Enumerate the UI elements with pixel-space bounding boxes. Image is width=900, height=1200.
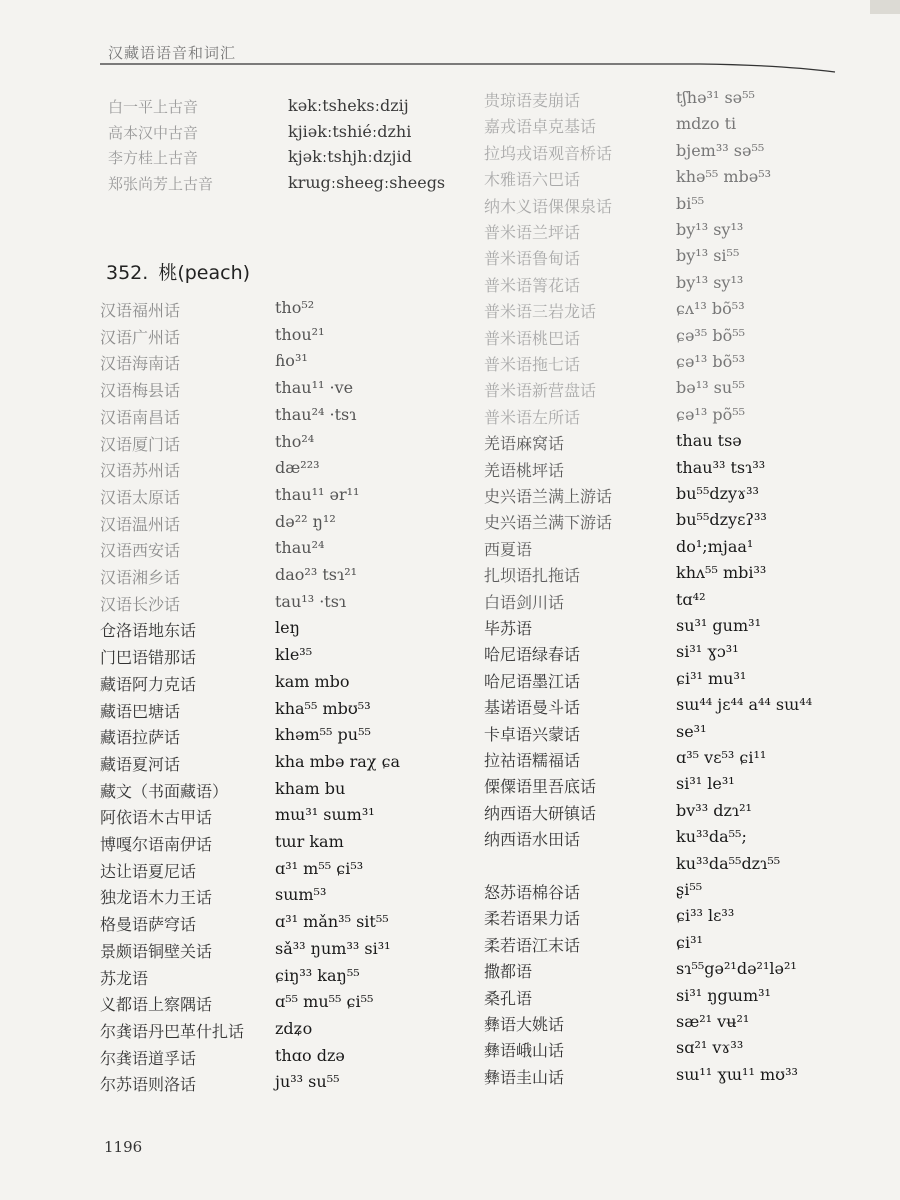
word-form: sɯ¹¹ ɣɯ¹¹ mʊ³³ — [676, 1064, 798, 1084]
word-form: dæ²²³ — [275, 458, 320, 478]
word-form: thau tsə — [676, 431, 742, 451]
word-form: do¹;mjaa¹ — [676, 536, 754, 556]
language-name: 达让语夏尼话 — [100, 861, 197, 881]
word-form: bu⁵⁵dzyɛʔ³³ — [676, 510, 767, 530]
word-form: tɯr kam — [275, 832, 344, 851]
language-name: 尔龚语丹巴革什扎话 — [100, 1021, 245, 1041]
word-form: ɦo³¹ — [275, 351, 308, 371]
word-form: su³¹ gum³¹ — [676, 616, 761, 635]
word-form: tho²⁴ — [275, 431, 315, 451]
word-form: zdʑo — [275, 1018, 313, 1038]
word-form: bu⁵⁵dzyɤ³³ — [676, 484, 759, 503]
language-name: 纳木义语倮倮泉话 — [484, 196, 613, 216]
section-number: 352. — [106, 262, 149, 284]
language-name: 独龙语木力王话 — [100, 888, 213, 908]
language-name: 纳西语大研镇话 — [484, 803, 597, 823]
word-form: tɑ⁴² — [676, 589, 706, 609]
running-header: 汉藏语语音和词汇 — [108, 44, 237, 62]
word-form: ʂi⁵⁵ — [676, 880, 703, 899]
language-name: 博嘎尔语南伊话 — [100, 835, 213, 854]
word-form: ɕʌ¹³ bõ⁵³ — [676, 299, 745, 319]
word-form: mɯ³¹ sɯm³¹ — [275, 805, 375, 825]
language-name: 普米语箐花话 — [484, 275, 581, 295]
language-name: 汉语广州话 — [100, 327, 181, 347]
word-form: si³¹ ɣɔ³¹ — [676, 642, 739, 662]
language-name: 汉语南昌话 — [100, 407, 181, 427]
word-form: si³¹ le³¹ — [676, 774, 735, 794]
word-form: kle³⁵ — [275, 645, 313, 665]
word-form: ɕi³¹ mu³¹ — [676, 668, 747, 688]
language-name: 柔若语果力话 — [484, 909, 581, 929]
page-number: 1196 — [104, 1138, 143, 1156]
language-name: 卡卓语兴蒙话 — [484, 724, 581, 744]
language-name: 普米语桃巴话 — [484, 328, 581, 348]
word-form: thou²¹ — [275, 324, 325, 344]
word-form: ɑ⁵⁵ mu⁵⁵ ɕi⁵⁵ — [275, 992, 374, 1012]
word-form: ɕi³³ lɛ³³ — [676, 906, 735, 926]
word-form: tʃhə³¹ sə⁵⁵ — [676, 88, 755, 107]
language-name: 拉祜语糯福话 — [484, 751, 581, 770]
word-form: kjəkːtshjhːdzjid — [288, 147, 412, 166]
word-form: ɑ³¹ mǎn³⁵ sit⁵⁵ — [275, 912, 389, 932]
language-name: 藏文（书面藏语） — [100, 781, 229, 801]
word-form: khəm⁵⁵ pu⁵⁵ — [275, 725, 371, 745]
language-name: 白语剑川话 — [484, 592, 565, 612]
word-form: tau¹³ ·tsɿ — [275, 591, 347, 611]
word-form: khʌ⁵⁵ mbi³³ — [676, 563, 767, 583]
word-form: se³¹ — [676, 721, 707, 741]
language-name: 拉坞戎语观音桥话 — [484, 143, 613, 163]
word-form: ɕiŋ³³ kaŋ⁵⁵ — [275, 965, 360, 985]
language-name: 藏语拉萨话 — [100, 728, 181, 748]
language-name: 尔龚语道孚话 — [100, 1048, 197, 1068]
word-form: khə⁵⁵ mbə⁵³ — [676, 167, 772, 187]
word-form: sæ²¹ vʉ²¹ — [676, 1012, 750, 1031]
language-name: 撒都语 — [484, 962, 533, 982]
page-corner-shadow — [870, 0, 900, 14]
word-form: ɑ³⁵ vɛ⁵³ ɕi¹¹ — [676, 748, 767, 767]
language-name: 怒苏语棉谷话 — [484, 883, 581, 902]
word-form: thau²⁴ — [275, 538, 325, 558]
word-form: ɕə¹³ põ⁵⁵ — [676, 404, 746, 424]
language-name: 普米语鲁甸话 — [484, 249, 581, 269]
language-name: 汉语梅县话 — [100, 381, 181, 401]
language-name: 贵琼语麦崩话 — [484, 91, 581, 110]
language-name: 普米语左所话 — [484, 407, 581, 427]
word-form: sɯm⁵³ — [275, 885, 327, 905]
language-name: 纳西语水田话 — [484, 830, 581, 850]
word-form: thau³³ tsɿ³³ — [676, 457, 766, 477]
word-form: ɕi³¹ — [676, 932, 703, 952]
word-form: bjem³³ sə⁵⁵ — [676, 140, 765, 160]
language-name: 汉语太原话 — [100, 487, 181, 507]
word-form: mdzo ti — [676, 114, 737, 134]
language-name: 彝语圭山话 — [484, 1067, 565, 1087]
word-form: bə¹³ su⁵⁵ — [676, 378, 745, 398]
header-rule — [100, 58, 840, 78]
language-name: 尔苏语则洛话 — [100, 1075, 197, 1095]
language-name: 史兴语兰满上游话 — [484, 487, 613, 506]
language-name: 扎坝语扎拖话 — [484, 566, 581, 586]
word-form: kjiəkːtshiéːdzhi — [288, 121, 412, 141]
language-name: 基诺语曼斗话 — [484, 698, 581, 718]
word-form: si³¹ ŋgɯm³¹ — [676, 985, 771, 1005]
word-form: thau²⁴ ·tsɿ — [275, 404, 357, 424]
language-name: 格曼语萨穹话 — [100, 915, 197, 935]
language-name: 柔若语江末话 — [484, 935, 581, 955]
section-heading — [106, 258, 250, 285]
language-name: 汉语苏州话 — [100, 461, 181, 481]
word-form: sǎ³³ ŋum³³ si³¹ — [275, 938, 391, 958]
word-form: krɯgːsheegːsheegs — [288, 172, 446, 192]
language-name: 哈尼语墨江话 — [484, 671, 581, 691]
language-name: 汉语温州话 — [100, 514, 181, 534]
language-name: 汉语海南话 — [100, 354, 181, 374]
word-form: sɑ²¹ vɤ³³ — [676, 1038, 744, 1058]
word-form: by¹³ sy¹³ — [676, 220, 744, 239]
language-name: 阿依语木古甲话 — [100, 808, 213, 828]
language-name: 毕苏语 — [484, 619, 533, 638]
word-form: tho⁵² — [275, 298, 315, 317]
language-name: 西夏语 — [484, 539, 533, 559]
language-name: 藏语阿力克话 — [100, 674, 197, 694]
language-name: 藏语夏河话 — [100, 754, 181, 774]
word-form: ɑ³¹ m⁵⁵ ɕi⁵³ — [275, 858, 364, 878]
language-name: 汉语西安话 — [100, 541, 181, 561]
language-name: 桑孔语 — [484, 988, 533, 1008]
word-form: thau¹¹ ər¹¹ — [275, 484, 360, 504]
language-name: 李方桂上古音 — [108, 149, 199, 167]
language-name: 史兴语兰满下游话 — [484, 513, 613, 533]
language-name: 汉语长沙话 — [100, 594, 181, 614]
word-form: ju³³ su⁵⁵ — [275, 1072, 340, 1092]
language-name: 普米语兰坪话 — [484, 223, 581, 242]
word-form: by¹³ sy¹³ — [676, 272, 744, 292]
word-form: də²² ŋ¹² — [275, 511, 336, 531]
language-name: 景颇语铜壁关话 — [100, 941, 213, 961]
language-name: 汉语湘乡话 — [100, 568, 181, 587]
word-form: ku³³da⁵⁵; — [676, 827, 747, 847]
word-form: sɿ⁵⁵gə²¹də²¹lə²¹ — [676, 959, 797, 979]
word-form: kha⁵⁵ mbʊ⁵³ — [275, 698, 371, 718]
language-name: 白一平上古音 — [108, 98, 199, 116]
word-form: kha mbə raχ ɕa — [275, 751, 401, 771]
word-form: thɑo dzə — [275, 1045, 345, 1065]
language-name: 藏语巴塘话 — [100, 701, 181, 721]
language-name: 彝语大姚话 — [484, 1015, 565, 1034]
language-name: 汉语厦门话 — [100, 434, 181, 454]
language-name: 普米语三岩龙话 — [484, 302, 597, 322]
language-name: 羌语麻窝话 — [484, 434, 565, 454]
language-name: 哈尼语绿春话 — [484, 645, 581, 665]
word-form: thau¹¹ ·ve — [275, 378, 354, 398]
word-form: dao²³ tsɿ²¹ — [275, 565, 358, 584]
language-name: 彝语峨山话 — [484, 1041, 565, 1061]
word-form: ɕə¹³ bõ⁵³ — [676, 352, 746, 371]
word-form: leŋ — [275, 618, 300, 638]
word-form: by¹³ si⁵⁵ — [676, 246, 740, 266]
language-name: 普米语拖七话 — [484, 355, 581, 374]
language-name: 汉语福州话 — [100, 301, 181, 320]
word-form: ku³³da⁵⁵dzɿ⁵⁵ — [676, 853, 781, 873]
language-name: 义都语上察隅话 — [100, 995, 213, 1015]
language-name: 郑张尚芳上古音 — [108, 174, 214, 193]
language-name: 高本汉中古音 — [108, 123, 199, 142]
language-name: 木雅语六巴话 — [484, 170, 581, 190]
language-name: 羌语桃坪话 — [484, 460, 565, 480]
word-form: kəkːtsheksːdzij — [288, 96, 409, 115]
word-form: bi⁵⁵ — [676, 193, 705, 213]
language-name: 普米语新营盘话 — [484, 381, 597, 401]
word-form: kam mbo — [275, 671, 350, 691]
word-form: ɕə³⁵ bõ⁵⁵ — [676, 325, 746, 345]
language-name: 门巴语错那话 — [100, 648, 197, 668]
language-name: 嘉戎语卓克基话 — [484, 117, 597, 137]
language-name: 仓洛语地东话 — [100, 621, 197, 641]
word-form: bv³³ dzɿ²¹ — [676, 800, 752, 820]
word-form: sɯ⁴⁴ jɛ⁴⁴ a⁴⁴ sɯ⁴⁴ — [676, 695, 813, 715]
section-title: 桃(peach) — [158, 262, 251, 284]
language-name: 苏龙语 — [100, 968, 149, 988]
language-name: 傈僳语里吾底话 — [484, 777, 597, 797]
word-form: kham bu — [275, 778, 346, 798]
